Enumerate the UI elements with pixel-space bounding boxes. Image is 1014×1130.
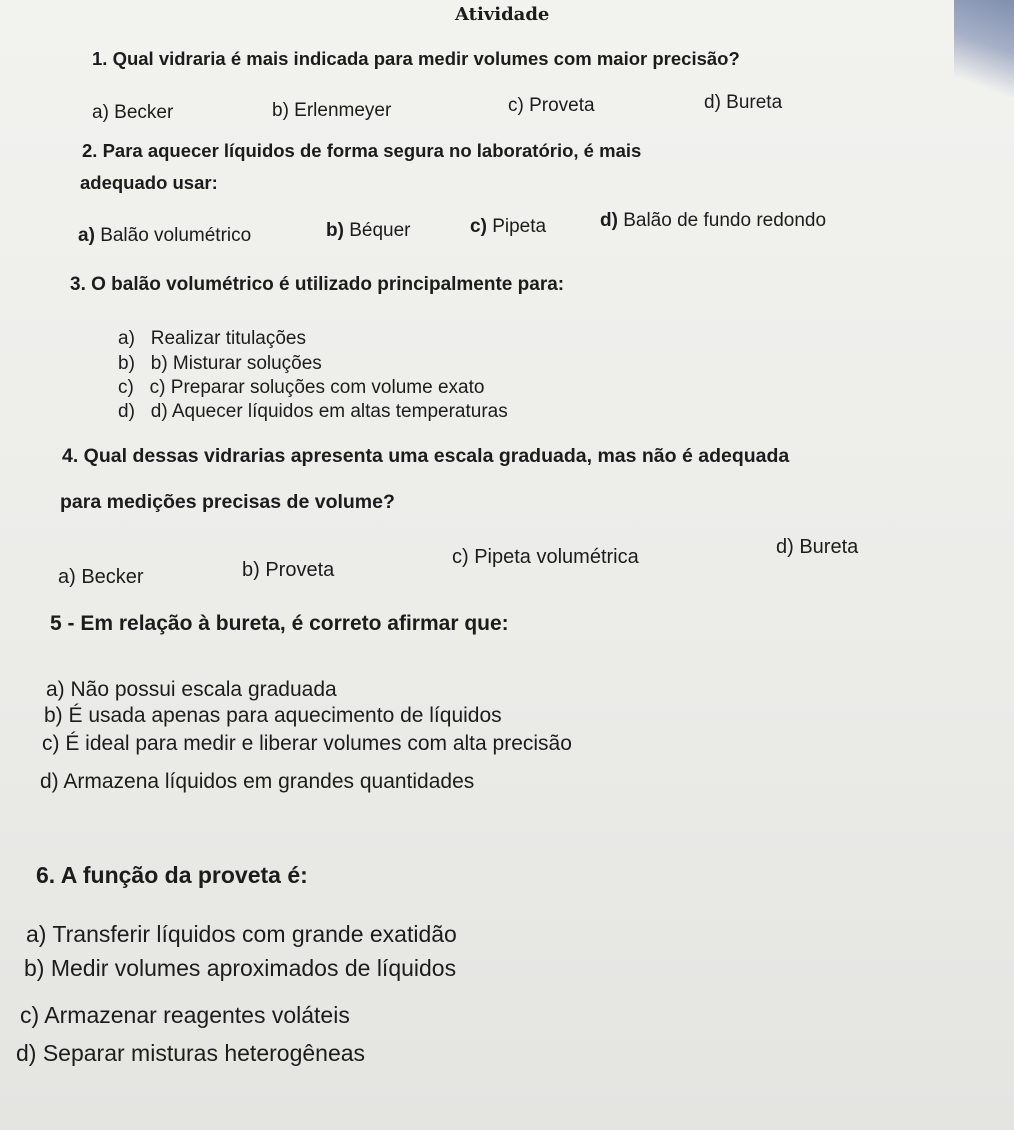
question-1-text: 1. Qual vidraria é mais indicada para medir volumes com maior precisão? (92, 48, 740, 69)
q4-option-b: b) Proveta (242, 559, 335, 581)
q3-option-c: c) c) Preparar soluções com volume exato (118, 377, 485, 398)
question-5-text: 5 - Em relação à bureta, é correto afirmar que: (50, 612, 509, 635)
q6-option-c: c) Armazenar reagentes voláteis (20, 1002, 350, 1028)
q1-option-a: a) Becker (92, 102, 174, 123)
background-object (954, 0, 1014, 110)
q2-option-c: c) Pipeta (470, 216, 547, 237)
q2-option-d: d) Balão de fundo redondo (600, 210, 827, 231)
q1-option-b: b) Erlenmeyer (272, 100, 392, 121)
q2-option-a: a) Balão volumétrico (78, 225, 252, 246)
q2-option-b: b) Béquer (326, 220, 411, 241)
q5-option-c: c) É ideal para medir e liberar volumes com alta precisão (42, 732, 572, 755)
q6-option-b: b) Medir volumes aproximados de líquidos (24, 955, 457, 981)
q4-option-a: a) Becker (58, 566, 144, 588)
q4-option-d: d) Bureta (776, 536, 859, 558)
q3-option-a: a) Realizar titulações (118, 328, 306, 349)
page-title: Atividade (455, 4, 550, 25)
q5-option-b: b) É usada apenas para aquecimento de líquidos (44, 704, 502, 727)
question-6-text: 6. A função da proveta é: (36, 862, 308, 888)
question-4-text-line1: 4. Qual dessas vidrarias apresenta uma escala graduada, mas não é adequada (62, 445, 790, 467)
q6-option-a: a) Transferir líquidos com grande exatidão (26, 921, 457, 947)
q1-option-d: d) Bureta (704, 92, 783, 113)
q1-option-c: c) Proveta (508, 95, 595, 116)
q5-option-d: d) Armazena líquidos em grandes quantidades (40, 770, 475, 793)
question-2-text-line1: 2. Para aquecer líquidos de forma segura no laboratório, é mais (82, 140, 642, 161)
question-4-text-line2: para medições precisas de volume? (60, 491, 395, 513)
q5-option-a: a) Não possui escala graduada (46, 678, 337, 701)
q3-option-b: b) b) Misturar soluções (118, 353, 322, 374)
q6-option-d: d) Separar misturas heterogêneas (16, 1040, 366, 1066)
question-2-text-line2: adequado usar: (80, 172, 218, 193)
q3-option-d: d) d) Aquecer líquidos em altas temperaturas (118, 401, 508, 422)
q4-option-c: c) Pipeta volumétrica (452, 546, 639, 568)
question-3-text: 3. O balão volumétrico é utilizado principalmente para: (70, 274, 565, 295)
